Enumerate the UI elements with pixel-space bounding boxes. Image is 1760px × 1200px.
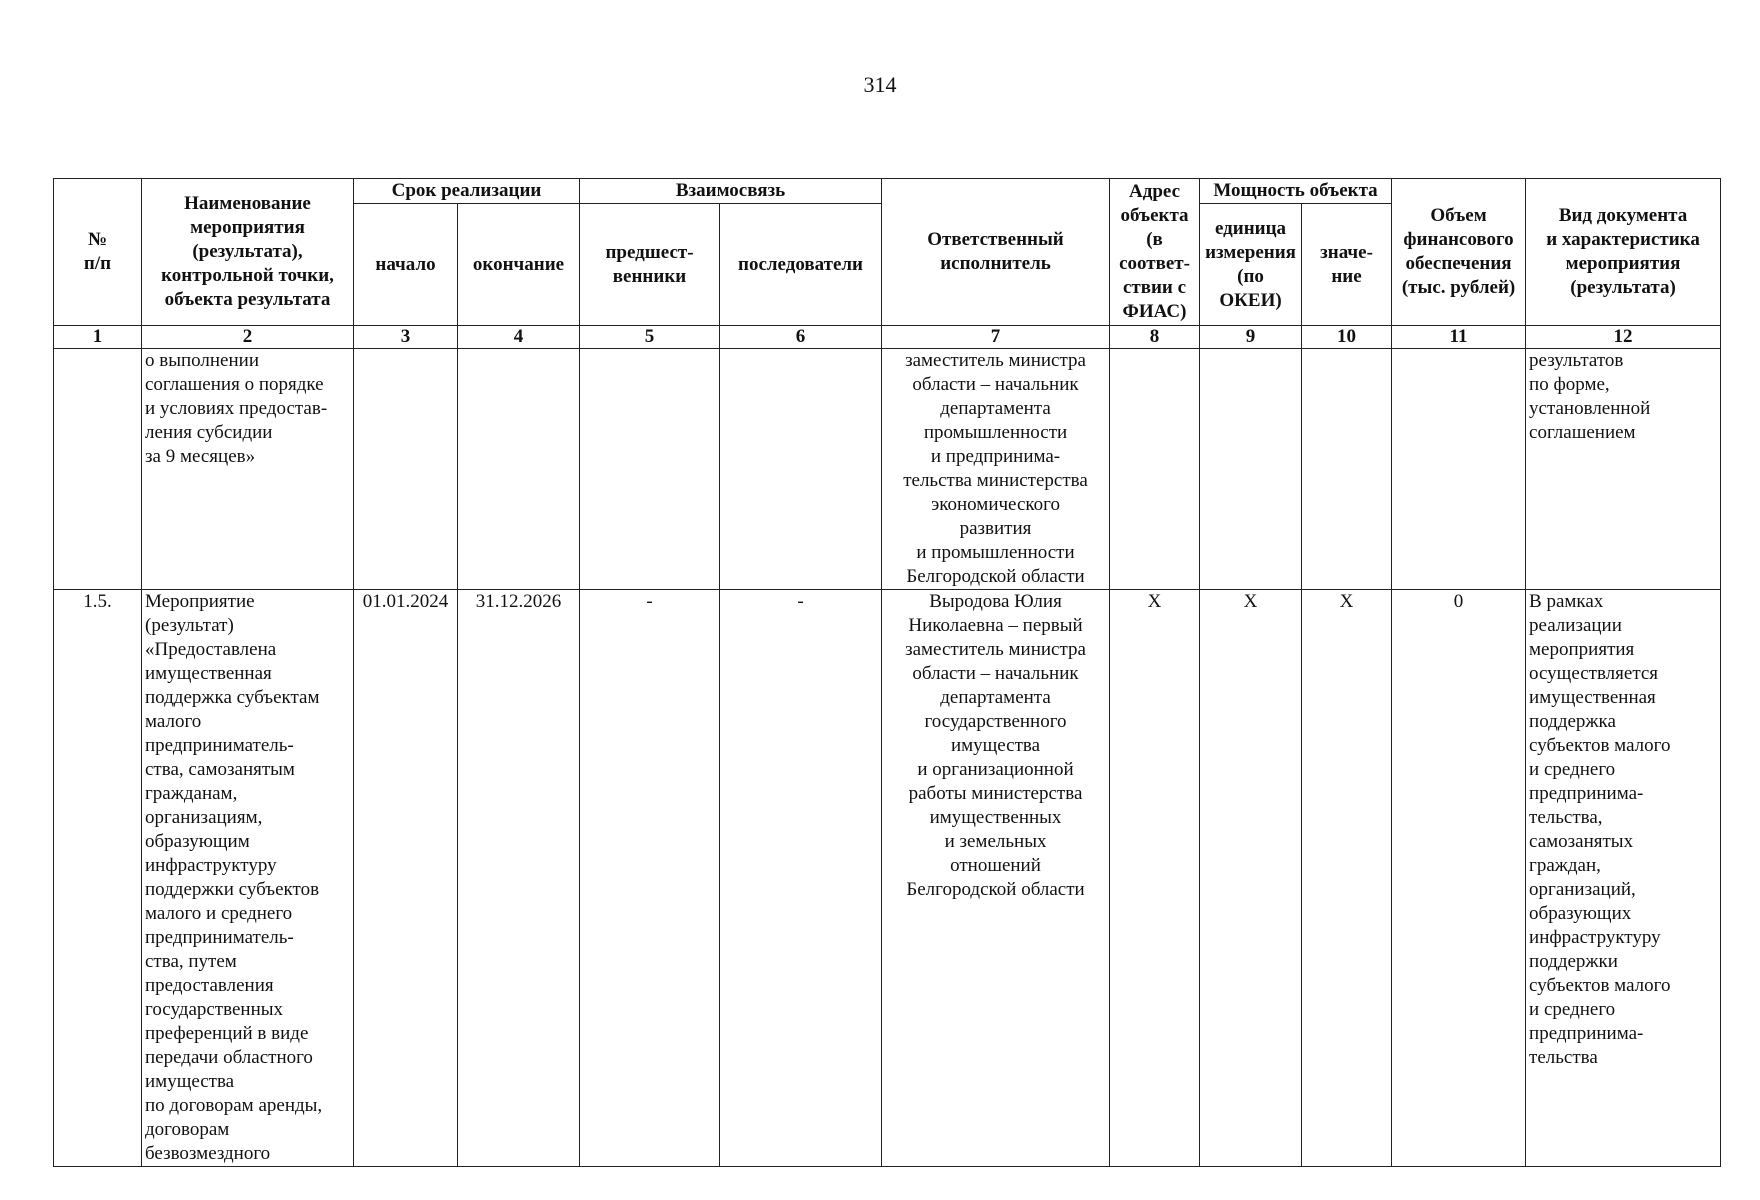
row-address: Х: [1110, 590, 1200, 1167]
column-number: 1: [54, 326, 142, 349]
header-link-group: Взаимосвязь: [580, 179, 882, 204]
activities-table: [53, 178, 1721, 1167]
header-successors: последователи: [720, 204, 882, 326]
row-name: о выполнении соглашения о порядке и условиях предостав- ления субсидии за 9 месяцев»: [142, 349, 354, 590]
column-number: 10: [1302, 326, 1392, 349]
header-document: Вид документа и характеристика мероприятия (результата): [1526, 179, 1721, 326]
column-number: 3: [354, 326, 458, 349]
column-number: 8: [1110, 326, 1200, 349]
header-num: № п/п: [54, 179, 142, 326]
row-num: [54, 349, 142, 590]
row-responsible: заместитель министра области – начальник департамента промышленности и предпринима- тельства министерства экономического развития и промышленности Белгородской области: [882, 349, 1110, 590]
row-address: [1110, 349, 1200, 590]
header-term-group: Срок реализации: [354, 179, 580, 204]
row-predecessors: [580, 349, 720, 590]
header-value: значе- ние: [1302, 204, 1392, 326]
header-address: Адрес объекта (в соответ- ствии с ФИАС): [1110, 179, 1200, 326]
row-start: 01.01.2024: [354, 590, 458, 1167]
row-end: 31.12.2026: [458, 590, 580, 1167]
header-predecessors: предшест- венники: [580, 204, 720, 326]
row-num: 1.5.: [54, 590, 142, 1167]
header-start: начало: [354, 204, 458, 326]
row-value: [1302, 349, 1392, 590]
table-row: [54, 590, 1721, 1167]
row-successors: [720, 349, 882, 590]
row-name: Мероприятие (результат) «Предоставлена имущественная поддержка субъектам малого предприниматель- ства, самозанятым гражданам, организациям, образующим инфраструктуру поддержки субъектов малого и среднего предприниматель- ства, путем предоставления государственных преференций в виде передачи областного имущества по договорам аренды, договорам безвозмездного: [142, 590, 354, 1167]
row-finance: [1392, 349, 1526, 590]
column-number: 7: [882, 326, 1110, 349]
header-end: окончание: [458, 204, 580, 326]
header-finance: Объем финансового обеспечения (тыс. рублей): [1392, 179, 1526, 326]
column-number: 6: [720, 326, 882, 349]
row-responsible: Выродова Юлия Николаевна – первый заместитель министра области – начальник департамента государственного имущества и организационной работы министерства имущественных и земельных отношений Белгородской области: [882, 590, 1110, 1167]
row-unit: [1200, 349, 1302, 590]
page-number: 314: [863, 72, 897, 97]
row-end: [458, 349, 580, 590]
row-predecessors: -: [580, 590, 720, 1167]
header-capacity-group: Мощность объекта: [1200, 179, 1392, 204]
row-unit: Х: [1200, 590, 1302, 1167]
column-number: 2: [142, 326, 354, 349]
table-row: [54, 349, 1721, 590]
column-number: 4: [458, 326, 580, 349]
header-unit: единица измерения (по ОКЕИ): [1200, 204, 1302, 326]
header-name: Наименование мероприятия (результата), контрольной точки, объекта результата: [142, 179, 354, 326]
column-number: 11: [1392, 326, 1526, 349]
column-number: 5: [580, 326, 720, 349]
row-document: результатов по форме, установленной соглашением: [1526, 349, 1721, 590]
row-start: [354, 349, 458, 590]
row-document: В рамках реализации мероприятия осуществляется имущественная поддержка субъектов малого и среднего предпринима- тельства, самозанятых граждан, организаций, образующих инфраструктуру поддержки субъектов малого и среднего предпринима- тельства: [1526, 590, 1721, 1167]
row-successors: -: [720, 590, 882, 1167]
row-finance: 0: [1392, 590, 1526, 1167]
row-value: Х: [1302, 590, 1392, 1167]
column-number: 12: [1526, 326, 1721, 349]
header-responsible: Ответственный исполнитель: [882, 179, 1110, 326]
column-number: 9: [1200, 326, 1302, 349]
